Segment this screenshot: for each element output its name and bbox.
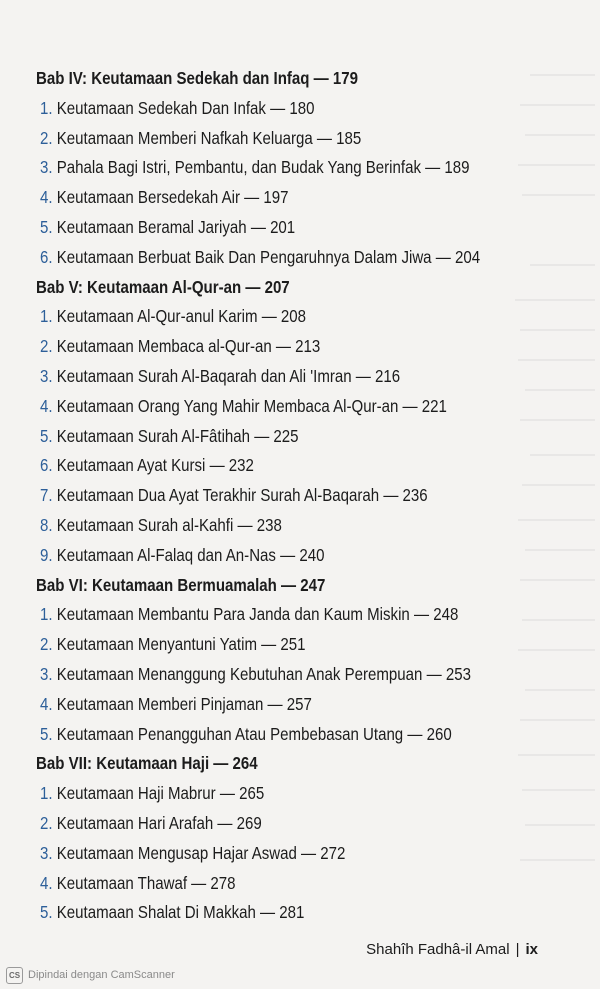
toc-item-title: Keutamaan Penangguhan Atau Pembebasan Utang — 260 (56, 723, 452, 744)
camscanner-watermark (6, 966, 175, 984)
toc-item-number: 1. (40, 783, 53, 804)
toc-item-title: Keutamaan Thawaf — 278 (56, 872, 236, 893)
toc-item (40, 213, 295, 242)
toc-item-number: 5. (40, 902, 53, 923)
toc-item (40, 660, 471, 689)
toc-item-number: 2. (40, 336, 53, 357)
toc-item-title: Keutamaan Hari Arafah — 269 (56, 813, 262, 833)
toc-item (40, 302, 306, 331)
toc-item-title: Keutamaan Beramal Jariyah — 201 (56, 217, 296, 237)
chapter-heading: Bab VI: Keutamaan Bermuamalah — 247 (36, 574, 326, 595)
toc-item-title: Keutamaan Dua Ayat Terakhir Surah Al-Baqarah — 236 (56, 485, 428, 506)
book-title: Shahîh Fadhâ-il Amal (366, 941, 510, 958)
toc-item-number: 8. (40, 515, 53, 535)
page-footer (366, 941, 538, 958)
toc-item-title: Keutamaan Bersedekah Air — 197 (56, 187, 289, 208)
toc-item-title: Keutamaan Haji Mabrur — 265 (56, 783, 265, 804)
toc-item-title: Keutamaan Membaca al-Qur-an — 213 (56, 336, 321, 357)
toc-item (40, 511, 282, 540)
toc-item-number: 9. (40, 544, 53, 565)
toc-item (40, 839, 345, 868)
show-through-background (400, 0, 600, 900)
toc-item-number: 1. (40, 604, 53, 625)
toc-item-number: 5. (40, 723, 53, 744)
toc-item-number: 5. (40, 425, 53, 446)
toc-item-title: Keutamaan Memberi Nafkah Keluarga — 185 (56, 127, 362, 148)
toc-item-number: 1. (40, 306, 53, 327)
toc-item (40, 451, 254, 480)
toc-item (40, 422, 299, 451)
toc-item-number: 2. (40, 127, 53, 148)
toc-item-number: 3. (40, 842, 53, 863)
chapter-heading: Bab IV: Keutamaan Sedekah dan Infaq — 179 (36, 68, 359, 88)
toc-item (40, 898, 304, 927)
toc-item-title: Keutamaan Orang Yang Mahir Membaca Al-Qur-an — 221 (56, 395, 447, 416)
toc-item-number: 2. (40, 813, 53, 833)
chapter-heading: Bab VII: Keutamaan Haji — 264 (36, 753, 258, 774)
toc-item-number: 4. (40, 187, 53, 208)
toc-item (40, 481, 428, 510)
toc-item-title: Keutamaan Berbuat Baik Dan Pengaruhnya Dalam Jiwa — 204 (56, 246, 481, 267)
toc-item-number: 3. (40, 366, 53, 386)
toc-item-number: 3. (40, 664, 53, 684)
toc-item (40, 630, 306, 659)
toc-item (40, 183, 289, 212)
toc-item (40, 720, 452, 749)
toc-item-number: 5. (40, 217, 53, 237)
toc-item (40, 690, 312, 719)
toc-item-title: Keutamaan Surah Al-Baqarah dan Ali 'Imran — 216 (56, 366, 401, 386)
toc-item-title: Keutamaan Sedekah Dan Infak — 180 (56, 97, 315, 118)
toc-item (40, 332, 320, 361)
toc-item-title: Keutamaan Surah Al-Fâtihah — 225 (56, 425, 299, 446)
toc-item-title: Keutamaan Al-Falaq dan An-Nas — 240 (56, 544, 325, 565)
camscanner-logo-icon: CS (6, 967, 23, 984)
toc-item-title: Keutamaan Menyantuni Yatim — 251 (56, 634, 306, 655)
toc-item-number: 3. (40, 157, 53, 178)
page-number: ix (525, 941, 538, 958)
camscanner-text: Dipindai dengan CamScanner (28, 969, 175, 981)
chapter-heading: Bab V: Keutamaan Al-Qur-an — 207 (36, 276, 290, 297)
toc-item (40, 94, 314, 123)
toc-item (40, 779, 264, 808)
toc-item-number: 6. (40, 455, 53, 476)
toc-item-title: Pahala Bagi Istri, Pembantu, dan Budak Yang Berinfak — 189 (56, 157, 470, 178)
toc-item-title: Keutamaan Shalat Di Makkah — 281 (56, 902, 305, 923)
toc-item (40, 600, 458, 629)
toc-item-title: Keutamaan Mengusap Hajar Aswad — 272 (56, 842, 346, 863)
footer-separator: | (515, 941, 520, 958)
toc-item-number: 4. (40, 395, 53, 416)
toc-item-number: 7. (40, 485, 53, 506)
toc-item-title: Keutamaan Al-Qur-anul Karim — 208 (56, 306, 307, 327)
toc-item (40, 124, 361, 153)
toc-item-title: Keutamaan Memberi Pinjaman — 257 (56, 693, 312, 714)
toc-item (40, 243, 480, 272)
toc-item (40, 869, 236, 898)
toc-item (40, 362, 400, 391)
toc-item-number: 6. (40, 246, 53, 267)
toc-item (40, 153, 470, 182)
toc-item-title: Keutamaan Menanggung Kebutuhan Anak Perempuan — 253 (56, 664, 471, 684)
toc-item-title: Keutamaan Membantu Para Janda dan Kaum Miskin — 248 (56, 604, 459, 625)
toc-item-number: 4. (40, 872, 53, 893)
toc-item-number: 4. (40, 693, 53, 714)
toc-item-title: Keutamaan Surah al-Kahfi — 238 (56, 515, 282, 535)
toc-item (40, 392, 447, 421)
toc-item (40, 541, 324, 570)
toc-item (40, 809, 262, 838)
toc-item-number: 2. (40, 634, 53, 655)
toc-item-title: Keutamaan Ayat Kursi — 232 (56, 455, 254, 476)
toc-item-number: 1. (40, 97, 53, 118)
